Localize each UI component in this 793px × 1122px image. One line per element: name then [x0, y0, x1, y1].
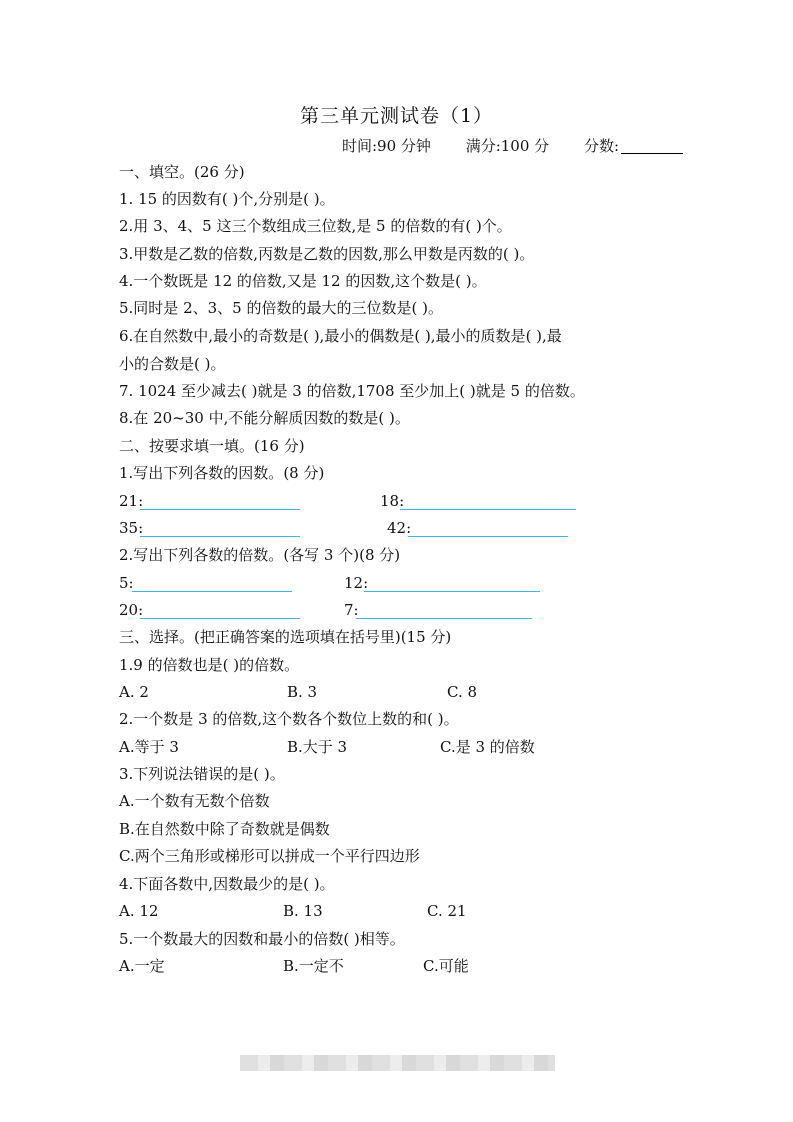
section3-heading: 三、选择。(把正确答案的选项填在括号里)(15 分): [119, 628, 452, 646]
question-line: 6.在自然数中,最小的奇数是( ),最小的偶数是( ),最小的质数是( ),最: [119, 327, 562, 345]
choice-question: 2.一个数是 3 的倍数,这个数各个数位上数的和( )。: [119, 710, 459, 728]
choice-option: A. 12: [119, 902, 159, 920]
choice-question: 1.9 的倍数也是( )的倍数。: [119, 656, 300, 674]
question-line: 4.一个数既是 12 的倍数,又是 12 的因数,这个数是( )。: [119, 272, 487, 290]
answer-line[interactable]: [356, 618, 532, 619]
question-line: 小的合数是( )。: [119, 355, 226, 373]
choice-question: 5.一个数最大的因数和最小的倍数( )相等。: [119, 930, 405, 948]
choice-option: A.一定: [119, 957, 165, 975]
choice-option: A. 2: [119, 683, 149, 701]
choice-option: C. 21: [427, 902, 467, 920]
answer-line[interactable]: [408, 536, 568, 537]
question-line: 8.在 20~30 中,不能分解质因数的数是( )。: [119, 409, 410, 427]
blurred-footer-watermark: [240, 1055, 555, 1071]
choice-option: B. 3: [287, 683, 318, 701]
score-label: 分数:: [583, 137, 619, 155]
choice-option: A.一个数有无数个倍数: [119, 792, 270, 810]
factor-label: 21:: [119, 492, 144, 510]
section2-heading: 二、按要求填一填。(16 分): [119, 437, 305, 455]
multiple-label: 5:: [119, 574, 134, 592]
exam-meta: [342, 135, 713, 156]
answer-line[interactable]: [140, 618, 300, 619]
page-title: 第三单元测试卷（1）: [299, 105, 494, 127]
answer-line[interactable]: [132, 591, 292, 592]
question-line: 1. 15 的因数有( )个,分别是( )。: [119, 190, 335, 208]
section2-part2: 2.写出下列各数的倍数。(各写 3 个)(8 分): [119, 546, 401, 564]
question-line: 3.甲数是乙数的倍数,丙数是乙数的因数,那么甲数是丙数的( )。: [119, 245, 535, 263]
multiple-label: 7:: [344, 601, 359, 619]
factor-label: 42:: [387, 519, 412, 537]
choice-question: 4.下面各数中,因数最少的是( )。: [119, 875, 335, 893]
choice-option: C.是 3 的倍数: [440, 738, 535, 756]
choice-option: B.一定不: [283, 957, 344, 975]
choice-option: B.大于 3: [287, 738, 348, 756]
score-blank[interactable]: [621, 139, 683, 154]
answer-line[interactable]: [400, 509, 576, 510]
factor-label: 18:: [380, 492, 405, 510]
question-line: 2.用 3、4、5 这三个数组成三位数,是 5 的倍数的有( )个。: [119, 217, 512, 235]
answer-line[interactable]: [140, 536, 300, 537]
choice-option: B. 13: [283, 902, 323, 920]
choice-option: C.两个三角形或梯形可以拼成一个平行四边形: [119, 847, 420, 865]
choice-option: C.可能: [423, 957, 469, 975]
choice-question: 3.下列说法错误的是( )。: [119, 765, 285, 783]
question-line: 7. 1024 至少减去( )就是 3 的倍数,1708 至少加上( )就是 5 的倍数。: [119, 382, 585, 400]
factor-label: 35:: [119, 519, 144, 537]
multiple-label: 12:: [344, 574, 369, 592]
time-limit: 时间:90 分钟: [342, 137, 431, 155]
answer-line[interactable]: [364, 591, 540, 592]
multiple-label: 20:: [119, 601, 144, 619]
choice-option: A.等于 3: [119, 738, 179, 756]
full-score: 满分:100 分: [465, 137, 550, 155]
question-line: 5.同时是 2、3、5 的倍数的最大的三位数是( )。: [119, 299, 443, 317]
answer-line[interactable]: [140, 509, 300, 510]
choice-option: C. 8: [447, 683, 478, 701]
section1-heading: 一、填空。(26 分): [119, 163, 245, 181]
choice-option: B.在自然数中除了奇数就是偶数: [119, 820, 330, 838]
section2-part1: 1.写出下列各数的因数。(8 分): [119, 464, 325, 482]
